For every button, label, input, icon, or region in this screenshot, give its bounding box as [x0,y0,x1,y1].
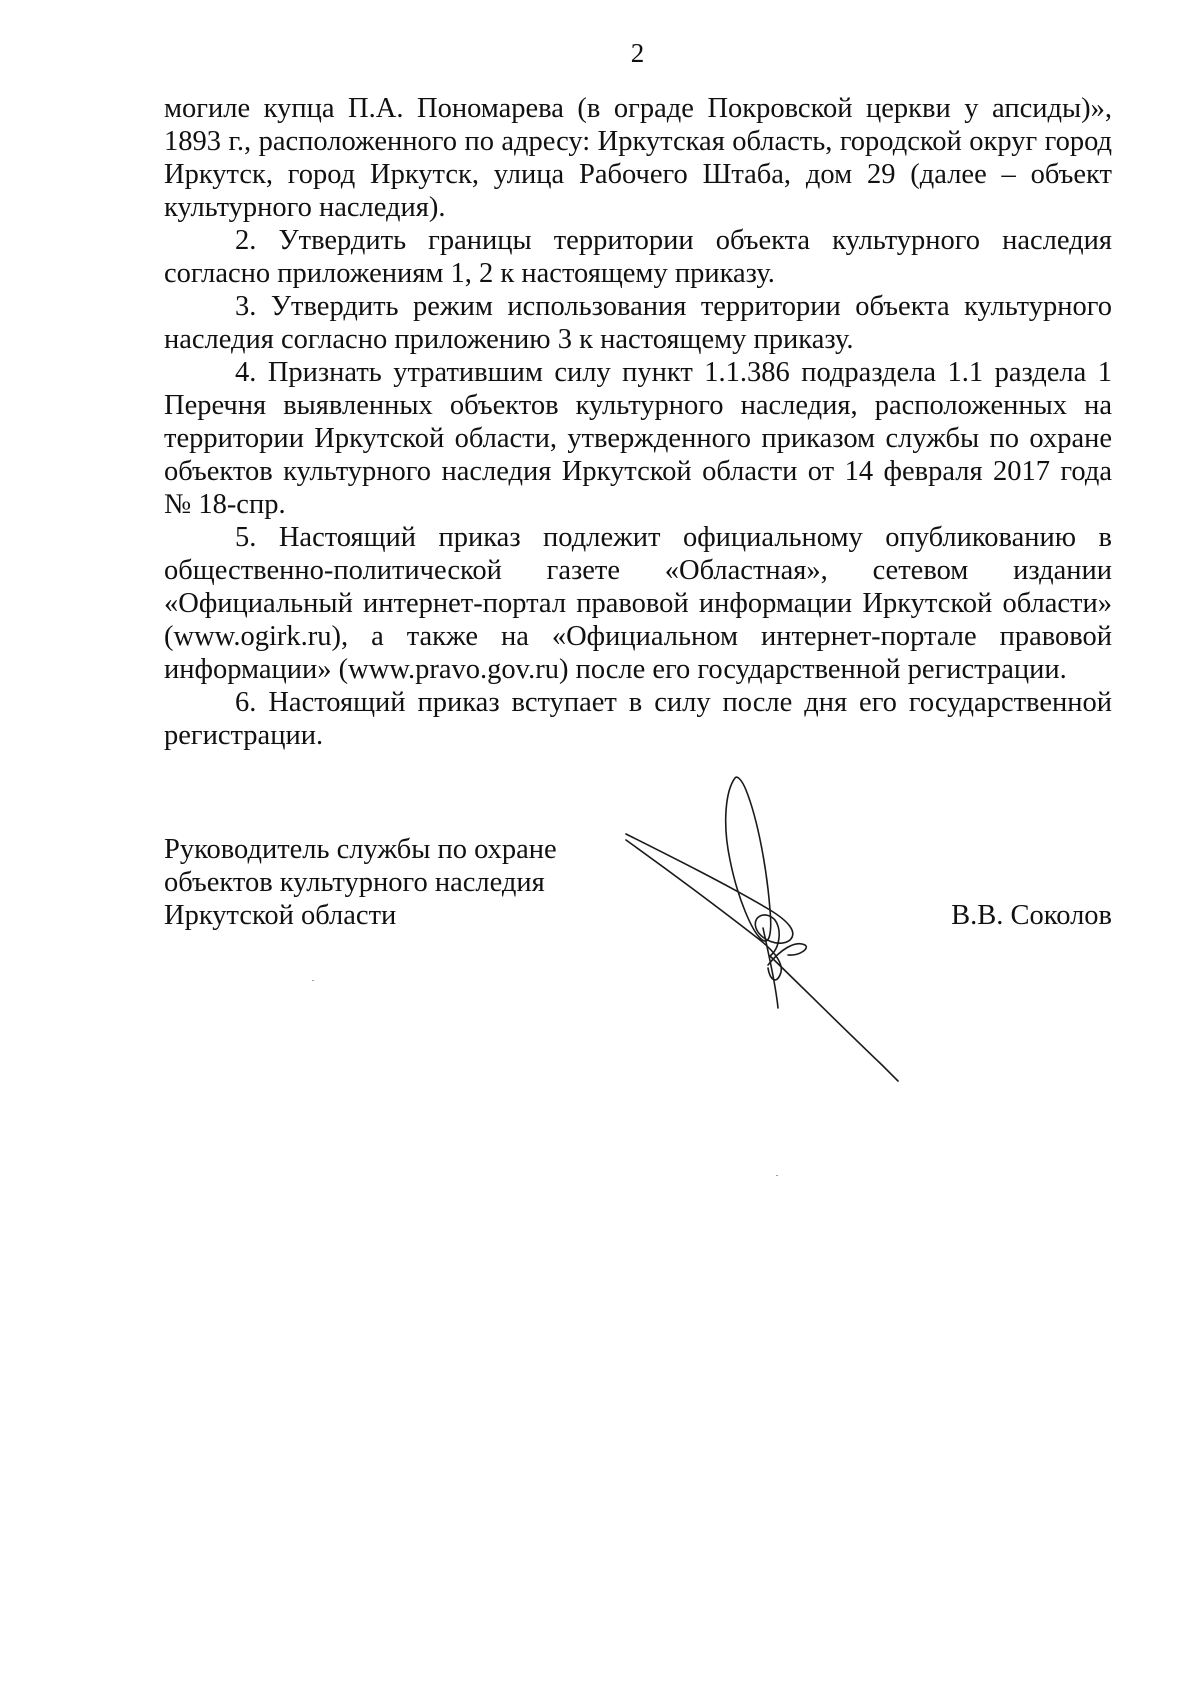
paragraph-item-4: 4. Признать утратившим силу пункт 1.1.386 подраздела 1.1 раздела 1 Перечня выявленных объектов культурного наследия, расположенных на территории Иркутской области, утвержденного приказом службы по охране объектов культурного наследия Иркутской области от 14 февраля 2017 года № 18-спр. [164,357,1112,520]
page-number: 2 [630,38,645,68]
scan-speck [776,1175,778,1176]
signer-position [164,833,557,932]
document-body [164,92,1112,752]
paragraph-item-6: 6. Настоящий приказ вступает в силу после дня его государственной регистрации. [164,687,1112,751]
scan-speck [312,980,314,981]
signer-position-line: объектов культурного наследия [164,867,545,898]
signer-position-line: Иркутской области [164,900,397,931]
signer-position-line: Руководитель службы по охране [164,834,557,865]
paragraph-item-2: 2. Утвердить границы территории объекта культурного наследия согласно приложениям 1, 2 к настоящему приказу. [164,225,1112,289]
paragraph-item-5: 5. Настоящий приказ подлежит официальному опубликованию в общественно-политической газете «Областная», сетевом издании «Официальный интернет-портал правовой информации Иркутской области» (www.ogirk.ru), а также на «Официальном интернет-портале правовой информации» (www.pravo.gov.ru) после его государственной регистрации. [164,522,1112,685]
paragraph-continuation: могиле купца П.А. Пономарева (в ограде Покровской церкви у апсиды)», 1893 г., расположенного по адресу: Иркутская область, городской округ город Иркутск, город Иркутск, улица Рабочего Штаба, дом 29 (далее – объект культурного наследия). [164,93,1112,223]
paragraph-item-3: 3. Утвердить режим использования территории объекта культурного наследия согласно приложению 3 к настоящему приказу. [164,291,1112,355]
signer-name: В.В. Соколов [951,900,1112,931]
handwritten-signature [620,760,940,1090]
